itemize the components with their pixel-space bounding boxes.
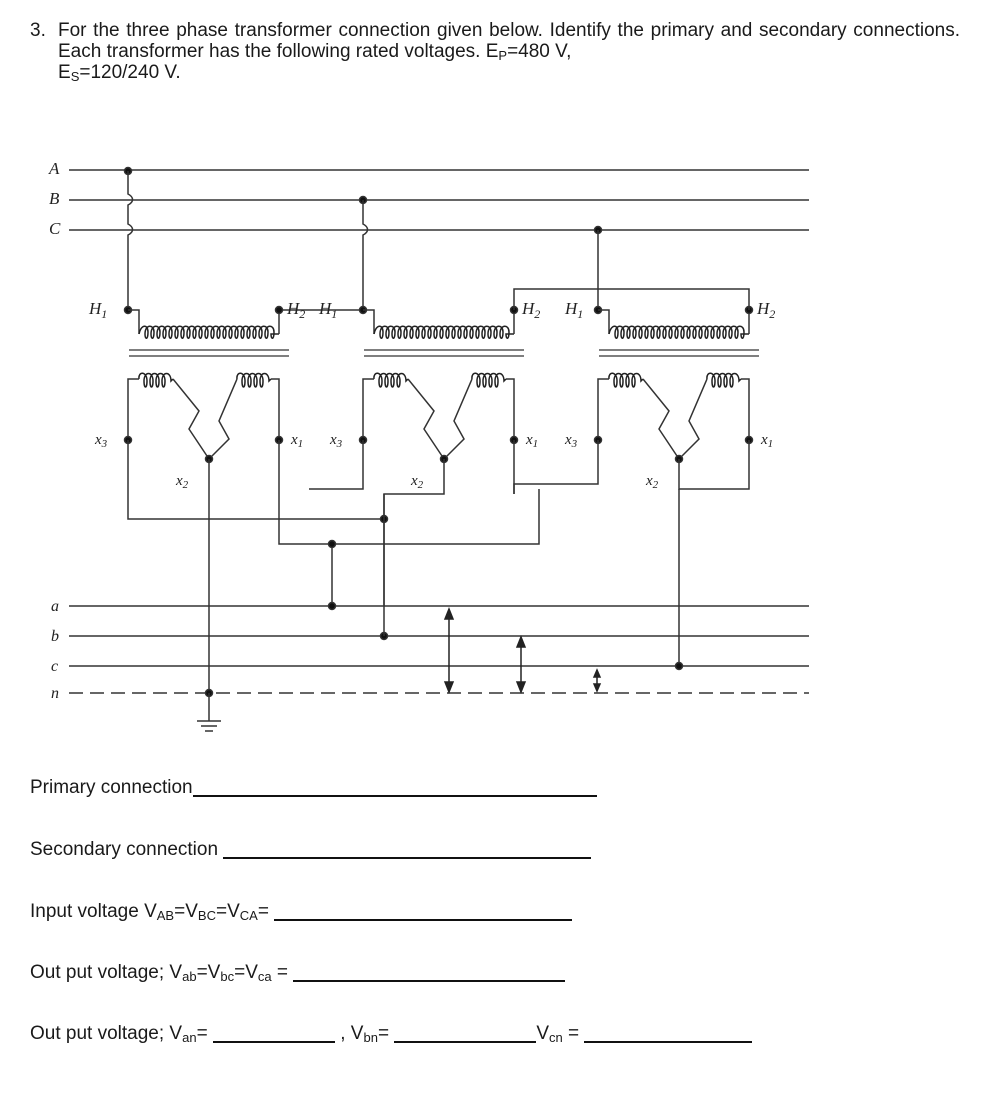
input-voltage-blank[interactable] bbox=[274, 899, 572, 921]
output-line-voltage-blank[interactable] bbox=[293, 960, 565, 982]
line-label-n: n bbox=[51, 685, 59, 702]
transformer-diagram bbox=[29, 129, 809, 737]
line-label-C: C bbox=[49, 219, 61, 238]
svg-text:H1: $H_1$ bbox=[319, 299, 338, 321]
svg-text:x2: $x_2$ bbox=[646, 473, 659, 491]
secondary-bus bbox=[51, 598, 809, 702]
primary-connection-label: Primary connection bbox=[30, 777, 193, 798]
secondary-connection-blank[interactable] bbox=[223, 837, 591, 859]
input-voltage-field: Input voltage $V_{AB}=V_{BC}=V_{CA}=$ bbox=[30, 899, 572, 923]
svg-text:x2: $x_2$ bbox=[411, 473, 424, 491]
line-label-b: b bbox=[51, 628, 59, 645]
svg-text:H2: $H_2$ bbox=[287, 299, 306, 321]
vbn-blank[interactable] bbox=[394, 1021, 536, 1043]
svg-text:H1: $H_1$ bbox=[565, 299, 584, 321]
secondary-connection-label: Secondary connection bbox=[30, 839, 219, 860]
primary-bus bbox=[48, 159, 809, 238]
line-label-a: a bbox=[51, 598, 59, 615]
svg-text:H2: $H_2$ bbox=[757, 299, 776, 321]
voltage-arrows bbox=[445, 609, 600, 692]
svg-text:x1: $x_1$ bbox=[526, 432, 539, 450]
svg-text:H2: $H_2$ bbox=[522, 299, 541, 321]
svg-text:x3: $x_3$ bbox=[95, 432, 108, 450]
output-line-voltage-field: Out put voltage; $V_{ab}=V_{bc}=V_{ca}$ = bbox=[30, 960, 565, 984]
van-blank[interactable] bbox=[213, 1021, 335, 1043]
svg-text:x2: $x_2$ bbox=[176, 473, 189, 491]
line-label-B: B bbox=[49, 189, 60, 208]
vcn-blank[interactable] bbox=[584, 1021, 752, 1043]
svg-text:x3: $x_3$ bbox=[330, 432, 343, 450]
transformer-3 bbox=[514, 227, 759, 495]
line-label-A: A bbox=[49, 159, 60, 178]
secondary-connection-field bbox=[30, 837, 591, 861]
primary-connection-field bbox=[30, 775, 597, 799]
question-text: For the three phase transformer connection given below. Identify the primary and secondary connections. Each transformer has the following rated voltages. $E_P=480$ V, $E_S=120/240$ V. bbox=[58, 20, 960, 84]
svg-text:x1: $x_1$ bbox=[291, 432, 304, 450]
output-phase-voltage-field: Out put voltage; $V_{an}=$ , $V_{bn}= V_{cn}$ = bbox=[30, 1021, 752, 1045]
question bbox=[30, 20, 960, 83]
line-label-c: c bbox=[51, 658, 59, 675]
svg-text:H1: $H_1$ bbox=[89, 299, 108, 321]
svg-text:x1: $x_1$ bbox=[761, 432, 774, 450]
svg-text:x3: $x_3$ bbox=[565, 432, 578, 450]
question-number: 3. bbox=[30, 20, 46, 41]
secondary-wiring bbox=[197, 459, 683, 731]
primary-connection-blank[interactable] bbox=[193, 775, 597, 797]
